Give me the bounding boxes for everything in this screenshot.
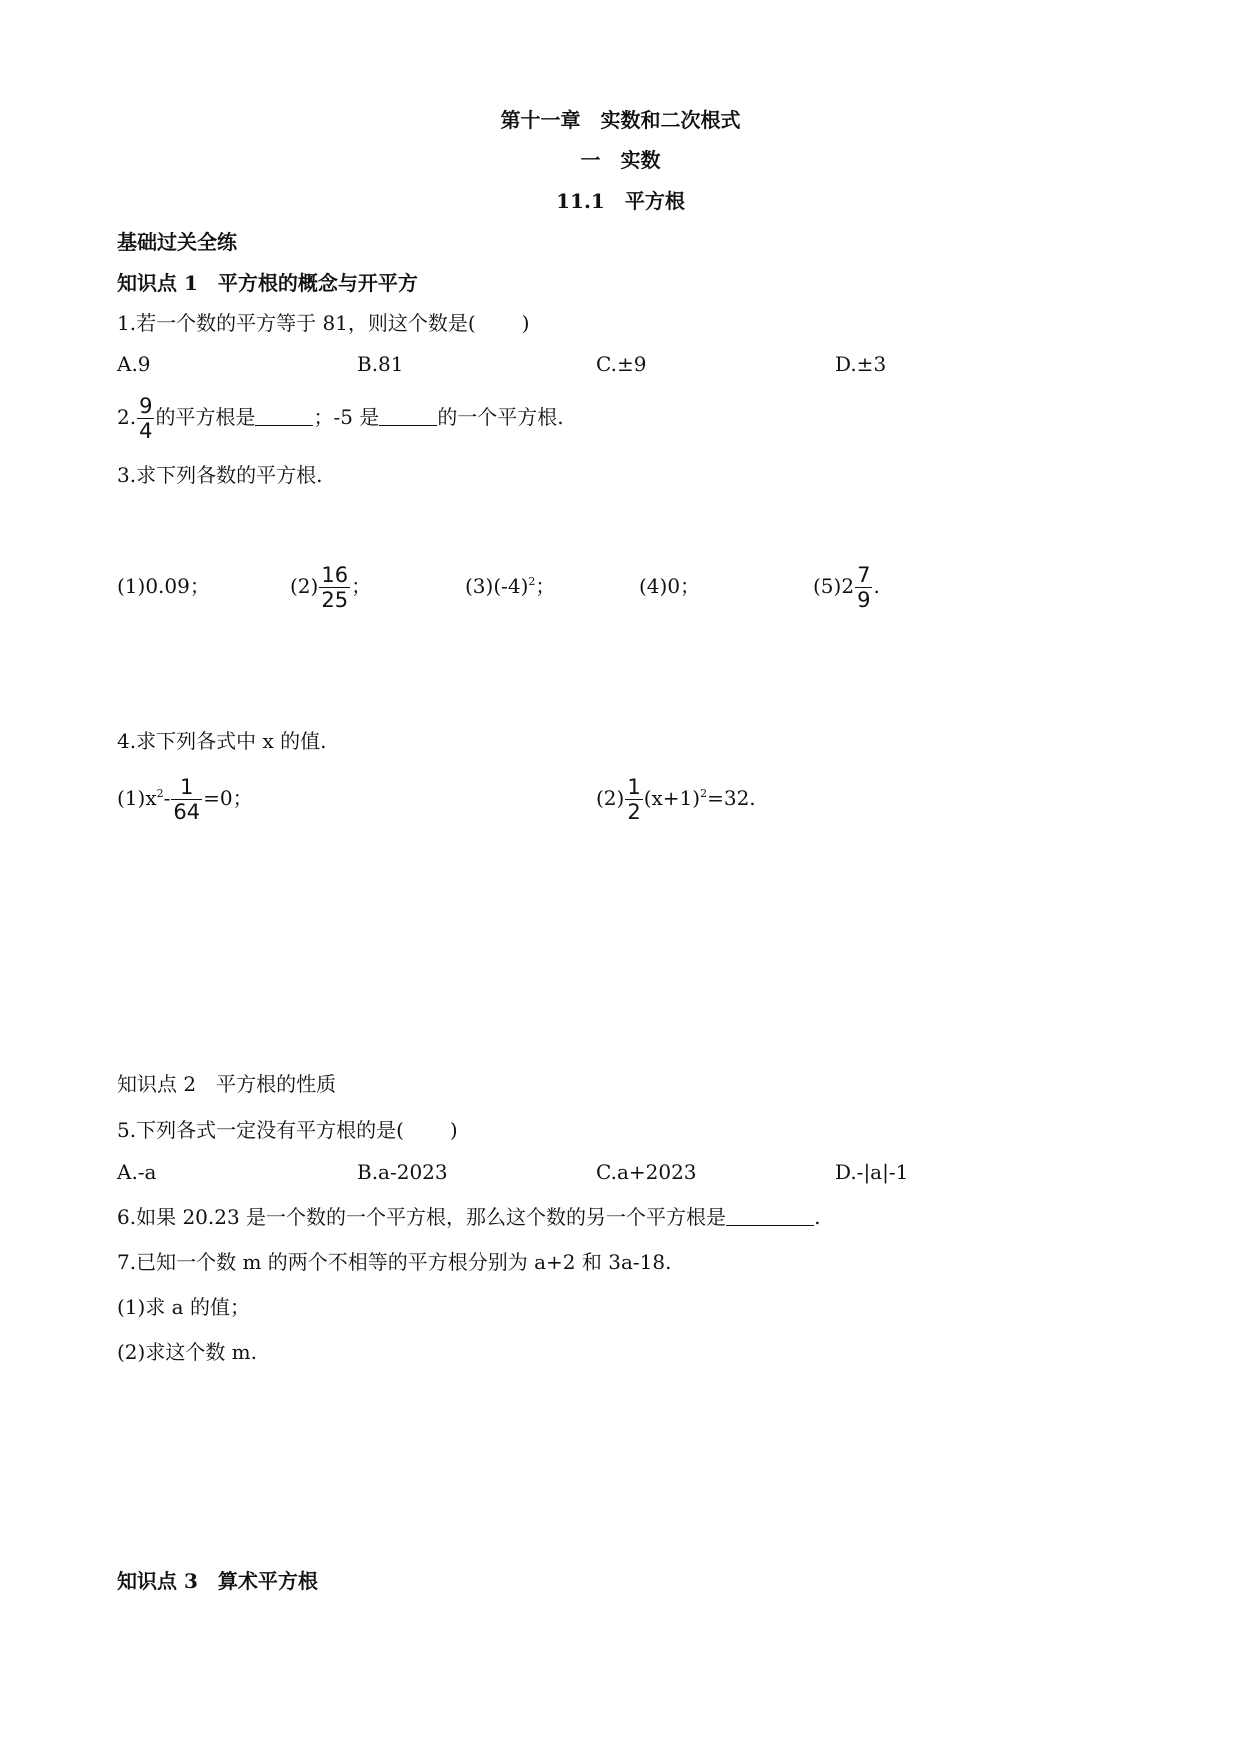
exponent: 2 <box>528 575 536 588</box>
part-label: (5)2 <box>813 574 855 598</box>
question-6 <box>117 1205 820 1229</box>
minus-sign: - <box>163 786 171 810</box>
question-3-part-1: (1)0.09； <box>117 574 210 598</box>
knowledge-point-3-heading: 知识点 3 算术平方根 <box>117 1569 318 1593</box>
fraction-numerator: 1 <box>171 776 202 800</box>
question-5-close: ) <box>449 1118 458 1142</box>
part-tail: ； <box>351 574 372 598</box>
q5-option-b: B.a-2023 <box>357 1160 448 1184</box>
question-3: 3.求下列各数的平方根. <box>117 463 323 487</box>
q1-option-a: A.9 <box>117 352 151 376</box>
q1-option-b: B.81 <box>357 352 404 376</box>
part-tail: . <box>873 574 880 598</box>
question-7-part-2: (2)求这个数 m. <box>117 1340 258 1364</box>
question-3-part-3 <box>465 562 555 610</box>
section-title: 一 实数 <box>580 148 661 172</box>
practice-heading: 基础过关全练 <box>117 230 237 254</box>
question-2-prefix: 2. <box>117 405 137 429</box>
part-label: (1)x <box>117 786 157 810</box>
q1-option-d: D.±3 <box>835 352 887 376</box>
question-2-mid: 的平方根是 <box>155 405 256 429</box>
exponent: 2 <box>156 787 164 800</box>
fraction-denominator: 64 <box>173 800 201 824</box>
question-7: 7.已知一个数 m 的两个不相等的平方根分别为 a+2 和 3a-18. <box>117 1250 672 1274</box>
knowledge-point-2-heading: 知识点 2 平方根的性质 <box>117 1072 337 1096</box>
question-3-part-5 <box>813 562 880 610</box>
question-4-part-1 <box>117 774 253 822</box>
part-tail: ； <box>535 574 556 598</box>
fraction-9-4 <box>137 395 154 442</box>
part-base: (x+1) <box>643 786 701 810</box>
fraction-7-9 <box>855 564 872 611</box>
part-base: (3)(-4) <box>465 574 529 598</box>
question-7-part-1: (1)求 a 的值； <box>117 1295 250 1319</box>
question-5 <box>117 1118 458 1142</box>
answer-blank <box>255 406 313 426</box>
fraction-16-25 <box>319 564 350 611</box>
fraction-denominator: 25 <box>321 588 349 612</box>
question-1-text: 1.若一个数的平方等于 81，则这个数是( <box>117 311 476 335</box>
fraction-denominator: 9 <box>857 588 871 612</box>
q5-option-a: A.-a <box>117 1160 157 1184</box>
part-label: (2) <box>290 574 319 598</box>
fraction-numerator: 1 <box>627 775 641 799</box>
question-6-tail: . <box>814 1205 821 1229</box>
exponent: 2 <box>700 787 708 800</box>
part-tail: =32. <box>707 786 756 810</box>
fraction-denominator: 2 <box>627 800 641 824</box>
knowledge-point-1-heading: 知识点 1 平方根的概念与开平方 <box>117 271 418 295</box>
fraction-1-64 <box>171 776 202 823</box>
question-4: 4.求下列各式中 x 的值. <box>117 729 327 753</box>
fraction-numerator: 7 <box>857 563 871 587</box>
question-2 <box>117 393 564 442</box>
question-1 <box>117 311 530 335</box>
part-tail: =0； <box>203 786 253 810</box>
question-6-text: 6.如果 20.23 是一个数的一个平方根，那么这个数的另一个平方根是 <box>117 1205 727 1229</box>
question-2-suffix: 的一个平方根. <box>437 405 564 429</box>
answer-blank <box>726 1206 814 1226</box>
question-2-mid2: ；-5 是 <box>313 405 380 429</box>
question-5-text: 5.下列各式一定没有平方根的是( <box>117 1118 404 1142</box>
answer-blank <box>379 406 437 426</box>
question-1-close: ) <box>521 311 530 335</box>
chapter-title: 第十一章 实数和二次根式 <box>500 108 741 132</box>
fraction-numerator: 16 <box>321 563 349 587</box>
part-label: (2) <box>596 786 625 810</box>
question-3-part-4: (4)0； <box>639 574 701 598</box>
q5-option-d: D.-|a|-1 <box>835 1160 909 1184</box>
subsection-title: 11.1 平方根 <box>556 189 685 213</box>
fraction-1-2 <box>625 776 642 823</box>
question-4-part-2 <box>596 774 756 822</box>
fraction-numerator: 9 <box>139 394 153 418</box>
q1-option-c: C.±9 <box>596 352 647 376</box>
q5-option-c: C.a+2023 <box>596 1160 697 1184</box>
question-3-part-2 <box>290 562 371 610</box>
fraction-denominator: 4 <box>139 419 153 443</box>
